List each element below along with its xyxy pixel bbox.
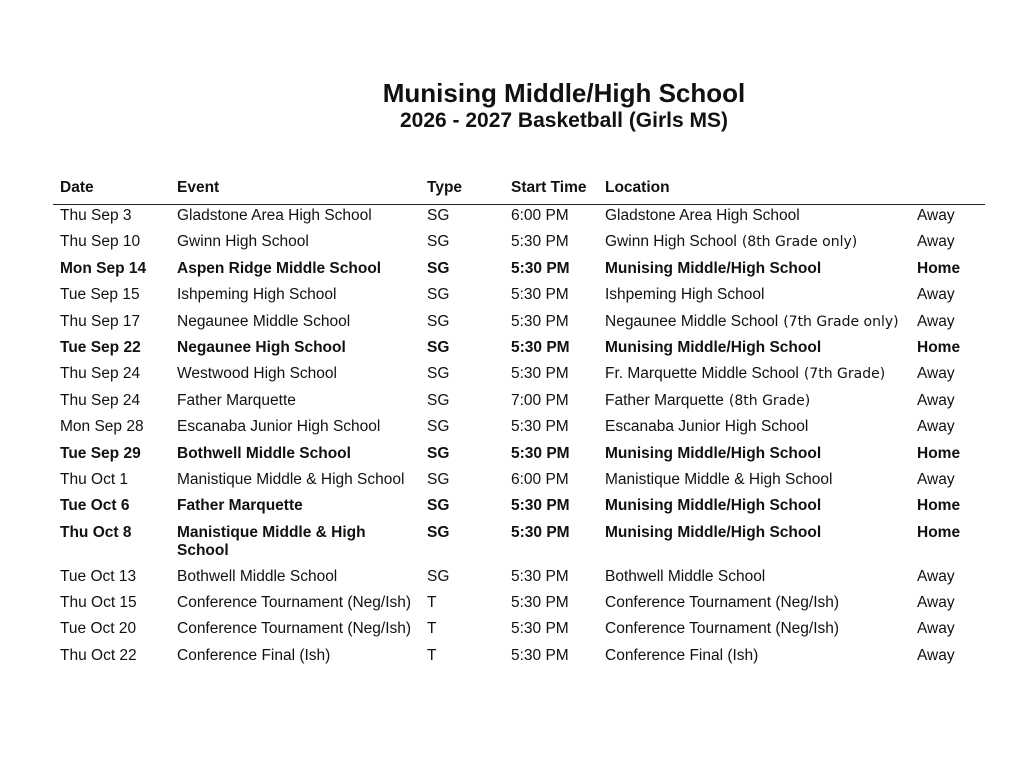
- start-time-cell: 5:30 PM: [511, 594, 569, 612]
- date-cell: Thu Sep 24: [60, 391, 141, 409]
- table-row: [0, 617, 1024, 643]
- location-cell: Munising Middle/High School: [605, 444, 822, 462]
- home-away-cell: Away: [917, 312, 955, 330]
- date-cell: Thu Sep 3: [60, 207, 132, 224]
- table-row: [0, 310, 1024, 336]
- document-title: Munising Middle/High School: [382, 78, 746, 108]
- event-cell: Conference Final (Ish): [177, 646, 331, 664]
- type-cell: SG: [427, 523, 450, 541]
- location-cell: Gladstone Area High School: [605, 207, 800, 224]
- header-date: Date: [60, 179, 94, 196]
- location-note: (7th Grade): [803, 366, 886, 383]
- type-cell: SG: [427, 444, 450, 462]
- type-cell: SG: [427, 312, 450, 330]
- home-away-cell: Away: [917, 207, 955, 224]
- type-cell: SG: [427, 391, 450, 409]
- document-header: [0, 78, 1024, 134]
- date-cell: Thu Sep 17: [60, 312, 141, 330]
- start-time-cell: 5:30 PM: [511, 312, 569, 330]
- date-cell: Mon Sep 28: [60, 418, 144, 436]
- type-cell: SG: [427, 338, 450, 356]
- header-type: Type: [427, 179, 463, 196]
- date-cell: Mon Sep 14: [60, 259, 147, 277]
- event-cell: Negaunee High School: [177, 338, 346, 356]
- type-cell: SG: [427, 418, 450, 436]
- start-time-cell: 6:00 PM: [511, 470, 569, 488]
- event-cell: Westwood High School: [177, 365, 337, 383]
- event-cell: Manistique Middle & High School: [177, 523, 366, 559]
- type-cell: SG: [427, 567, 450, 585]
- date-cell: Tue Oct 6: [60, 497, 130, 515]
- date-cell: Thu Oct 22: [60, 646, 137, 664]
- table-row: [0, 468, 1024, 494]
- home-away-cell: Away: [917, 567, 955, 585]
- location-note: (8th Grade): [728, 392, 811, 409]
- start-time-cell: 5:30 PM: [511, 233, 569, 251]
- table-header: [53, 177, 985, 205]
- date-cell: Tue Sep 29: [60, 444, 141, 462]
- location-cell: Ishpeming High School: [605, 286, 765, 304]
- home-away-cell: Away: [917, 418, 955, 436]
- date-cell: Tue Oct 13: [60, 567, 137, 585]
- type-cell: SG: [427, 207, 450, 224]
- event-cell: Gladstone Area High School: [177, 207, 372, 224]
- date-cell: Thu Oct 8: [60, 523, 132, 541]
- location-cell: Conference Tournament (Neg/Ish): [605, 594, 840, 612]
- table-row: [0, 257, 1024, 283]
- event-cell: Manistique Middle & High School: [177, 470, 405, 488]
- start-time-cell: 5:30 PM: [511, 286, 569, 304]
- table-row: [0, 442, 1024, 468]
- start-time-cell: 6:00 PM: [511, 207, 569, 224]
- start-time-cell: 5:30 PM: [511, 418, 569, 436]
- type-cell: T: [427, 594, 437, 612]
- location-cell: Father Marquette (8th Grade): [605, 391, 811, 409]
- event-cell: Negaunee Middle School: [177, 312, 351, 330]
- location-cell: Gwinn High School (8th Grade only): [605, 233, 858, 251]
- table-row: [0, 494, 1024, 520]
- date-cell: Tue Oct 20: [60, 620, 137, 638]
- start-time-cell: 5:30 PM: [511, 523, 570, 541]
- location-cell: Bothwell Middle School: [605, 567, 766, 585]
- table-row: [0, 415, 1024, 441]
- start-time-cell: 5:30 PM: [511, 620, 569, 638]
- location-cell: Manistique Middle & High School: [605, 470, 833, 488]
- location-cell: Negaunee Middle School (7th Grade only): [605, 312, 899, 330]
- event-cell: Ishpeming High School: [177, 286, 337, 304]
- home-away-cell: Away: [917, 365, 955, 383]
- type-cell: T: [427, 646, 437, 664]
- location-cell: Fr. Marquette Middle School (7th Grade): [605, 365, 886, 383]
- event-cell: Escanaba Junior High School: [177, 418, 381, 436]
- table-row: [0, 283, 1024, 309]
- start-time-cell: 5:30 PM: [511, 259, 570, 277]
- start-time-cell: 5:30 PM: [511, 444, 570, 462]
- table-row: [0, 591, 1024, 617]
- event-cell: Conference Tournament (Neg/Ish): [177, 594, 412, 612]
- header-start-time: Start Time: [511, 179, 587, 196]
- schedule-table-body: [0, 204, 1024, 670]
- table-row: [0, 521, 1024, 565]
- event-cell: Aspen Ridge Middle School: [177, 259, 382, 277]
- header-location: Location: [605, 179, 670, 196]
- date-cell: Tue Sep 15: [60, 286, 140, 304]
- table-row: [0, 389, 1024, 415]
- start-time-cell: 5:30 PM: [511, 365, 569, 383]
- home-away-cell: Away: [917, 594, 955, 612]
- home-away-cell: Home: [917, 338, 961, 356]
- location-note: (7th Grade only): [783, 313, 899, 330]
- location-cell: Munising Middle/High School: [605, 259, 822, 277]
- type-cell: SG: [427, 497, 450, 515]
- table-row: [0, 644, 1024, 670]
- event-cell: Gwinn High School: [177, 233, 309, 251]
- location-cell: Munising Middle/High School: [605, 338, 822, 356]
- home-away-cell: Away: [917, 286, 955, 304]
- home-away-cell: Home: [917, 259, 961, 277]
- header-event: Event: [177, 179, 220, 196]
- type-cell: SG: [427, 233, 450, 251]
- type-cell: SG: [427, 365, 450, 383]
- date-cell: Thu Oct 1: [60, 470, 129, 488]
- start-time-cell: 5:30 PM: [511, 338, 570, 356]
- type-cell: SG: [427, 259, 450, 277]
- location-cell: Munising Middle/High School: [605, 523, 822, 541]
- start-time-cell: 5:30 PM: [511, 646, 569, 664]
- location-note: (8th Grade only): [741, 234, 858, 251]
- table-row: [0, 565, 1024, 591]
- date-cell: Thu Sep 24: [60, 365, 141, 383]
- start-time-cell: 5:30 PM: [511, 497, 570, 515]
- table-row: [0, 204, 1024, 230]
- date-cell: Thu Sep 10: [60, 233, 141, 251]
- start-time-cell: 5:30 PM: [511, 567, 569, 585]
- home-away-cell: Away: [917, 391, 955, 409]
- home-away-cell: Away: [917, 233, 955, 251]
- location-cell: Conference Tournament (Neg/Ish): [605, 620, 840, 638]
- type-cell: SG: [427, 286, 450, 304]
- home-away-cell: Home: [917, 444, 961, 462]
- home-away-cell: Away: [917, 646, 955, 664]
- location-cell: Escanaba Junior High School: [605, 418, 809, 436]
- date-cell: Tue Sep 22: [60, 338, 141, 356]
- table-row: [0, 230, 1024, 256]
- home-away-cell: Home: [917, 523, 961, 541]
- event-cell: Conference Tournament (Neg/Ish): [177, 620, 412, 638]
- event-cell: Bothwell Middle School: [177, 444, 351, 462]
- type-cell: T: [427, 620, 437, 638]
- home-away-cell: Home: [917, 497, 961, 515]
- location-cell: Munising Middle/High School: [605, 497, 822, 515]
- table-row: [0, 362, 1024, 388]
- type-cell: SG: [427, 470, 450, 488]
- table-row: [0, 336, 1024, 362]
- event-cell: Father Marquette: [177, 497, 303, 515]
- date-cell: Thu Oct 15: [60, 594, 137, 612]
- document-subtitle: 2026 - 2027 Basketball (Girls MS): [400, 109, 728, 132]
- location-cell: Conference Final (Ish): [605, 646, 759, 664]
- event-cell: Bothwell Middle School: [177, 567, 338, 585]
- event-cell: Father Marquette: [177, 391, 296, 409]
- home-away-cell: Away: [917, 620, 955, 638]
- home-away-cell: Away: [917, 470, 955, 488]
- start-time-cell: 7:00 PM: [511, 391, 569, 409]
